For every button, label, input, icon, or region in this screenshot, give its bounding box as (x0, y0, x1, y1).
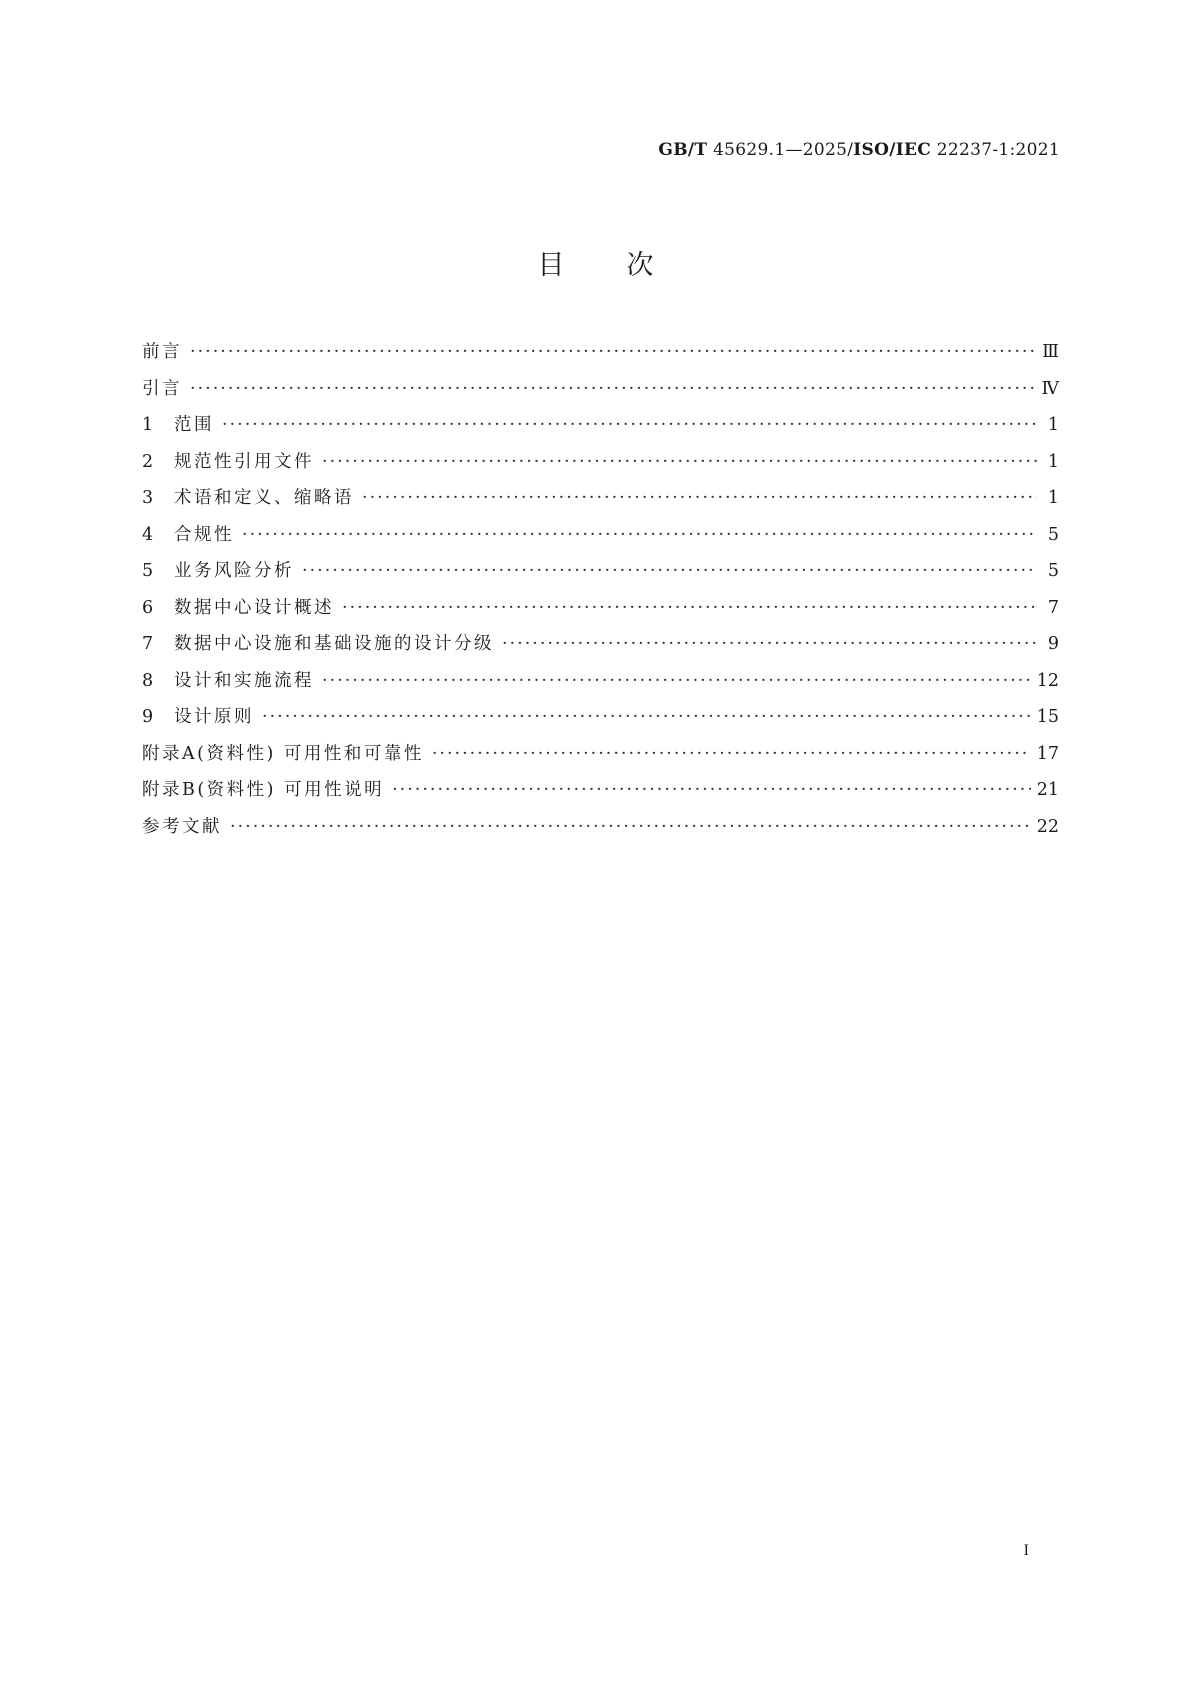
toc-entry-label: 设计原则 (174, 707, 254, 727)
toc-entry-number: 5 (142, 561, 154, 581)
toc-entry-label: 数据中心设计概述 (174, 597, 334, 618)
toc-leader-dots (362, 488, 1037, 508)
toc-entry-label: 规范性引用文件 (174, 451, 314, 472)
toc-leader-dots (262, 707, 1031, 727)
toc-leader-dots (322, 671, 1031, 691)
toc-entry-label: 合规性 (174, 524, 234, 545)
toc-entry-label: 前言 (142, 342, 182, 362)
toc-leader-dots (302, 561, 1037, 581)
toc-entry-number: 1 (142, 415, 154, 435)
toc-entry-classification[interactable] (142, 630, 1059, 667)
toc-entry-annex-b[interactable] (142, 776, 1059, 813)
toc-leader-dots (432, 744, 1031, 764)
toc-entry-label: 数据中心设施和基础设施的设计分级 (174, 634, 494, 654)
toc-entry-process[interactable] (142, 667, 1059, 704)
toc-entry-number: 9 (142, 707, 154, 727)
toc-leader-dots (322, 452, 1037, 472)
toc-leader-dots (190, 342, 1036, 362)
toc-entry-page: 21 (1036, 780, 1059, 800)
std-code-iso: ISO/IEC (853, 140, 932, 160)
toc-entry-normative-references[interactable] (142, 448, 1059, 485)
toc-entry-page: 22 (1036, 816, 1059, 837)
toc-entry-number: 7 (142, 634, 154, 654)
toc-entry-page: Ⅳ (1041, 378, 1059, 399)
toc-entry-conformance[interactable] (142, 521, 1059, 558)
toc-entry-page: 1 (1047, 488, 1059, 508)
toc-entry-number: 3 (142, 488, 154, 508)
toc-entry-number: 2 (142, 451, 154, 472)
toc-entry-page: 9 (1047, 634, 1059, 654)
toc-entry-number: 4 (142, 524, 154, 545)
toc-entry-terms-definitions[interactable] (142, 484, 1059, 521)
toc-entry-page: 17 (1036, 743, 1059, 764)
toc-entry-number: 8 (142, 670, 154, 691)
page-title: 目次 (537, 250, 716, 281)
toc-entry-page: 12 (1036, 670, 1059, 691)
toc-entry-label: 设计和实施流程 (174, 670, 314, 691)
toc-entry-label: 附录B(资料性) 可用性说明 (142, 780, 385, 800)
toc-entry-label: 参考文献 (142, 816, 222, 837)
toc-entry-page: 5 (1047, 561, 1059, 581)
toc-entry-page: 7 (1047, 597, 1059, 618)
toc-leader-dots (502, 634, 1037, 654)
standard-number-header (658, 140, 1060, 160)
toc-leader-dots (242, 525, 1037, 545)
toc-entry-annex-a[interactable] (142, 740, 1059, 777)
toc-entry-foreword[interactable] (142, 338, 1059, 375)
toc-leader-dots (222, 415, 1037, 435)
toc-entry-label: 业务风险分析 (174, 561, 294, 581)
toc-leader-dots (392, 780, 1031, 800)
toc-entry-label: 引言 (142, 378, 182, 399)
toc-entry-principles[interactable] (142, 703, 1059, 740)
toc-entry-page: Ⅲ (1042, 342, 1059, 362)
toc-entry-page: 5 (1047, 524, 1059, 545)
toc-entry-label: 术语和定义、缩略语 (174, 488, 354, 508)
toc-entry-scope[interactable] (142, 411, 1059, 448)
toc-list (142, 338, 1059, 849)
toc-entry-label: 范围 (174, 415, 214, 435)
toc-leader-dots (342, 598, 1037, 618)
toc-entry-page: 1 (1047, 415, 1059, 435)
page-number: I (1023, 1542, 1029, 1559)
toc-leader-dots (190, 379, 1036, 399)
toc-entry-design-overview[interactable] (142, 594, 1059, 631)
toc-entry-introduction[interactable] (142, 375, 1059, 412)
toc-entry-page: 1 (1047, 451, 1059, 472)
toc-entry-bibliography[interactable] (142, 813, 1059, 850)
toc-entry-number: 6 (142, 597, 154, 618)
toc-entry-label: 附录A(资料性) 可用性和可靠性 (142, 743, 424, 764)
toc-entry-business-risk[interactable] (142, 557, 1059, 594)
toc-entry-page: 15 (1036, 707, 1059, 727)
std-code-number: 45629.1—2025/ (713, 140, 854, 160)
toc-leader-dots (230, 817, 1031, 837)
std-code-prefix: GB/T (658, 140, 708, 160)
std-code-iso-number: 22237-1:2021 (936, 140, 1060, 160)
